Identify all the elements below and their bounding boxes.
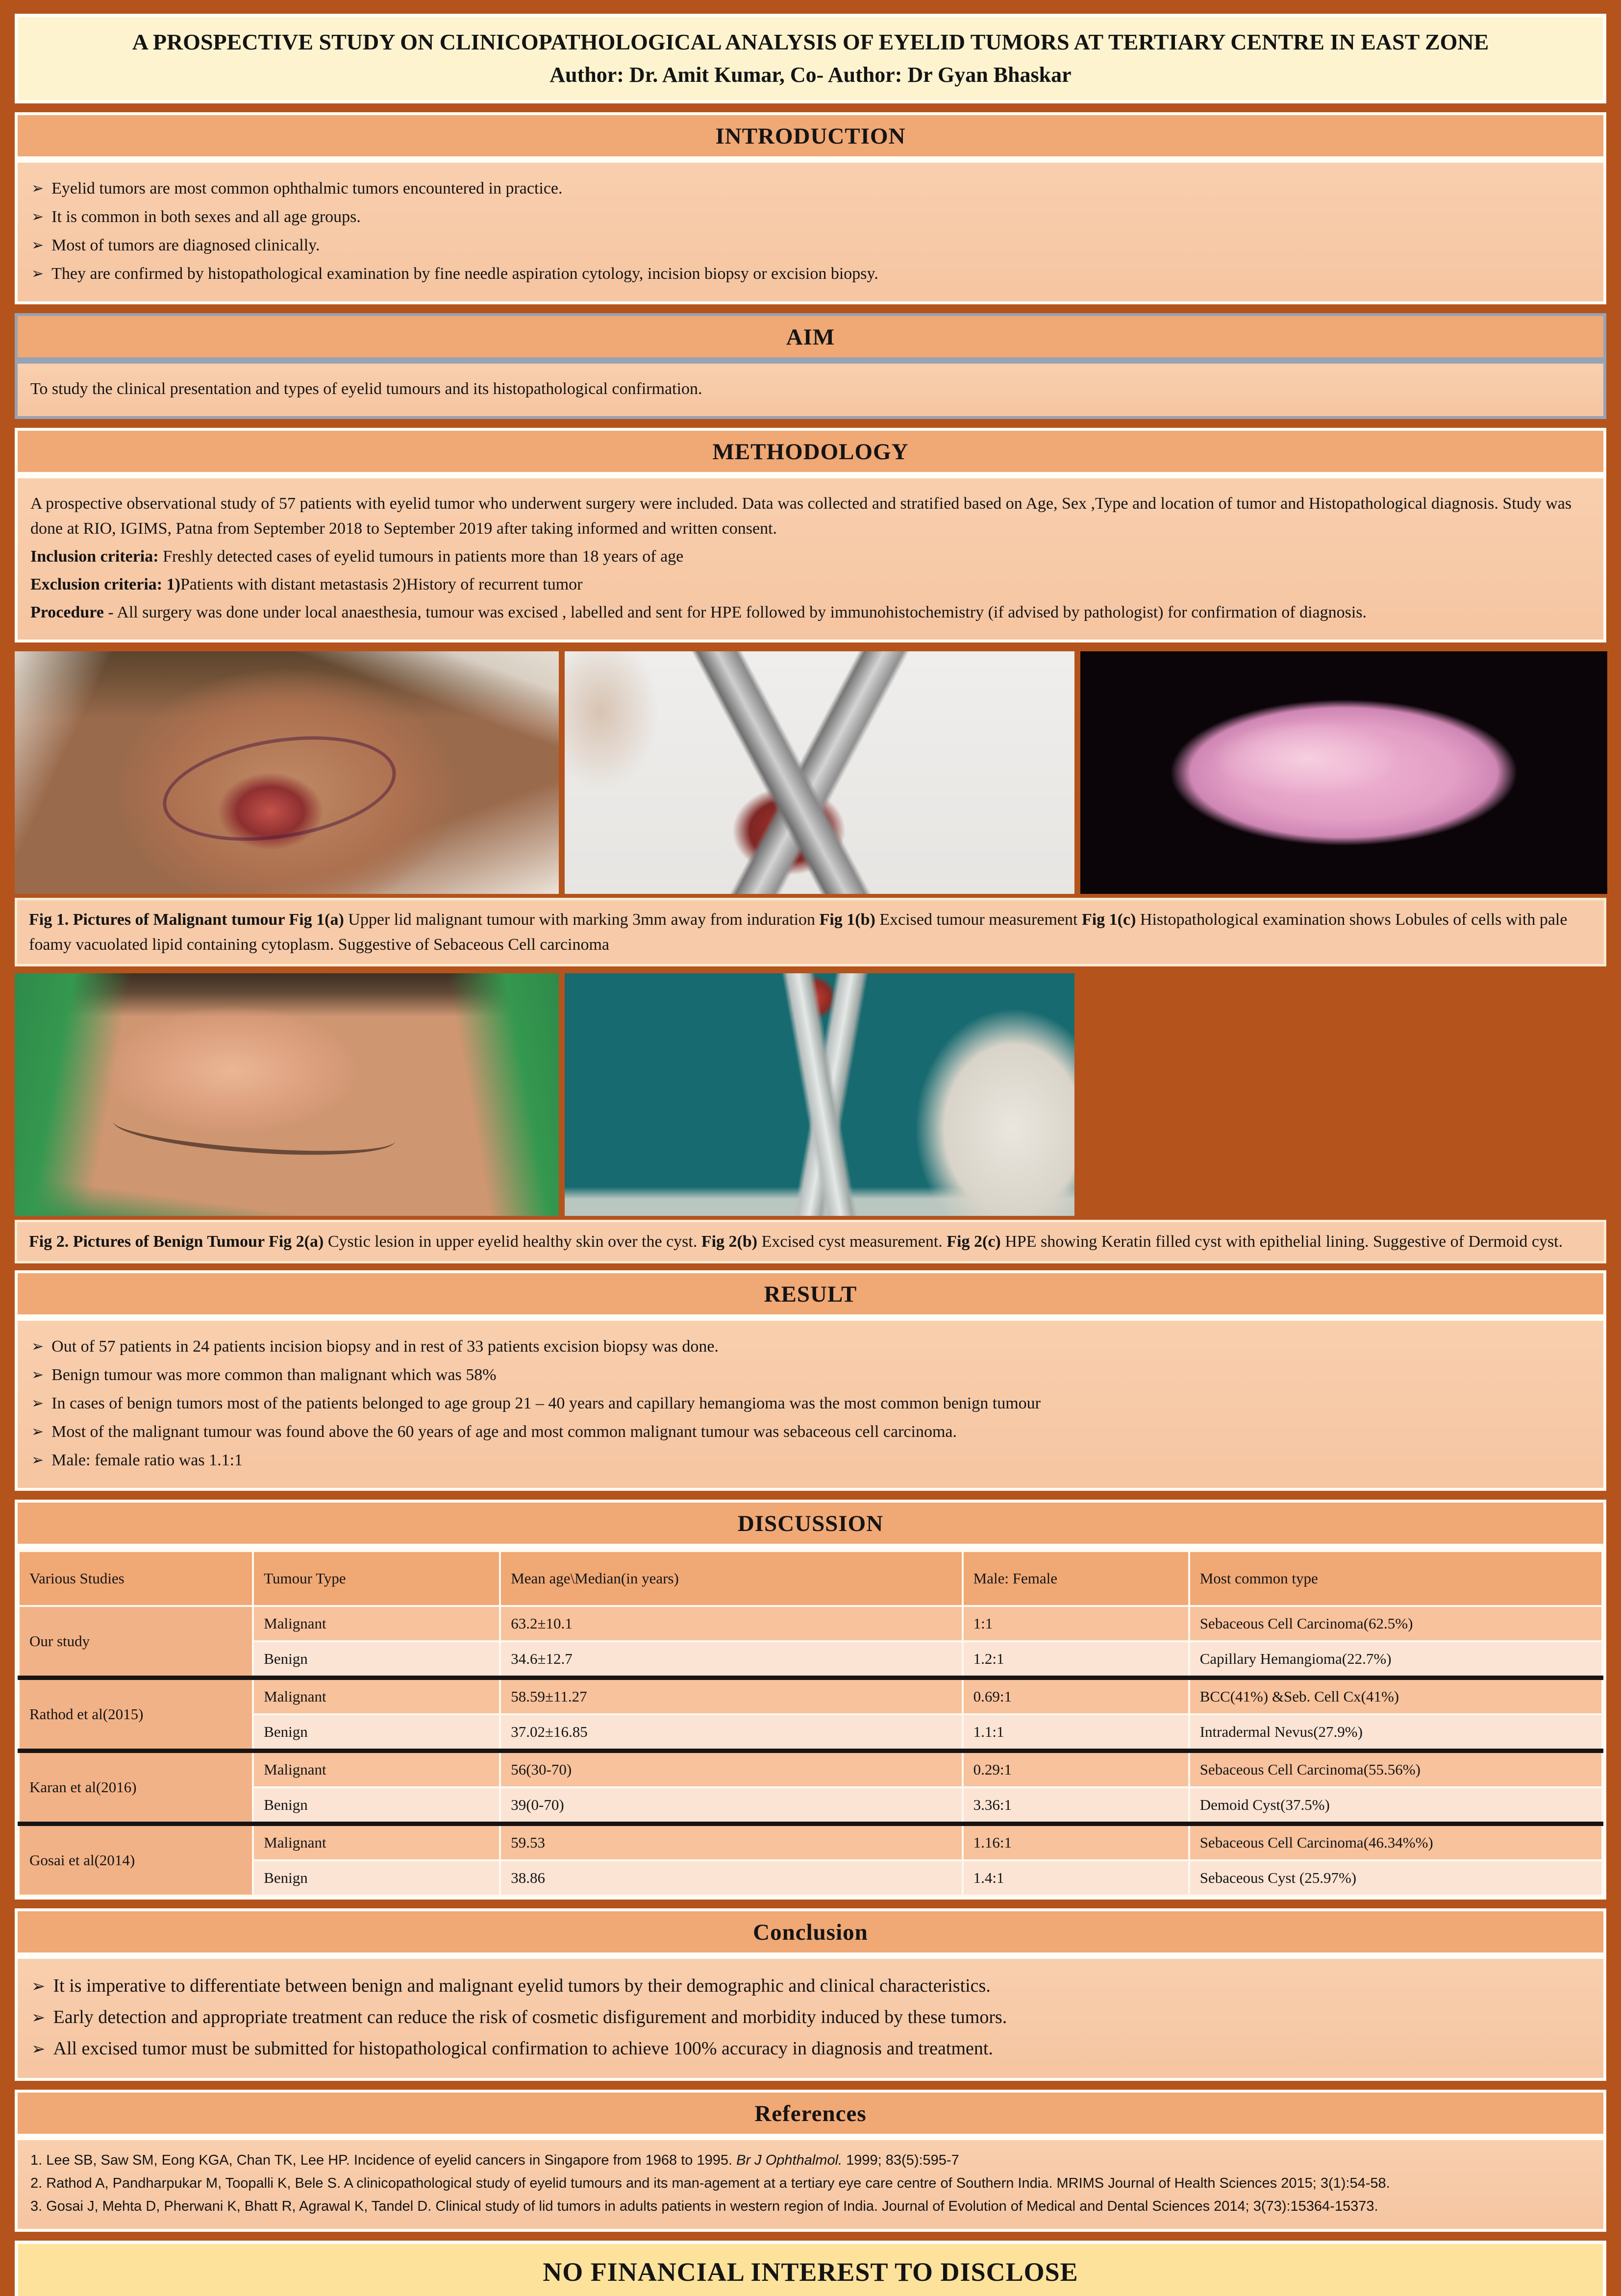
conclusion-heading: Conclusion xyxy=(18,1911,1603,1959)
fig1b-label: Fig 1(b) xyxy=(819,911,875,929)
fig2c-label: Fig 2(c) xyxy=(947,1233,1001,1251)
study-cell: Gosai et al(2014) xyxy=(19,1824,253,1896)
common-type-cell: Demoid Cyst(37.5%) xyxy=(1189,1787,1602,1824)
conclusion-bullet xyxy=(30,2003,1591,2031)
result-bullet xyxy=(30,1419,1591,1444)
fig2-caption-text: Cystic lesion in upper eyelid healthy skin over the cyst. xyxy=(324,1233,701,1251)
table-row xyxy=(19,1606,1602,1641)
col-header-studies: Various Studies xyxy=(19,1551,253,1606)
disclosure-banner xyxy=(15,2241,1606,2296)
procedure-label: Procedure xyxy=(30,603,104,622)
introduction-bullet xyxy=(30,204,1591,229)
reference-item xyxy=(30,2172,1591,2195)
type-cell: Benign xyxy=(253,1860,500,1896)
fig1-photo-row xyxy=(15,651,1606,894)
fig1b-excised-tumour-caliper-photo xyxy=(565,651,1074,894)
table-row xyxy=(19,1860,1602,1896)
ratio-cell: 1.4:1 xyxy=(963,1860,1189,1896)
reference-journal-italic: Br J Ophthalmol. xyxy=(736,2152,843,2169)
ratio-cell: 1.1:1 xyxy=(963,1714,1189,1751)
procedure-text: - All surgery was done under local anaesthesia, tumour was excised , labelled and sent for HPE followed by immunohistochemistry (if advised by pathologist) for confirmation of diagnosis. xyxy=(103,603,1367,622)
reference-text: 1999; 83(5):595-7 xyxy=(842,2152,959,2169)
common-type-cell: Sebaceous Cyst (25.97%) xyxy=(1189,1860,1602,1896)
ratio-cell: 1.16:1 xyxy=(963,1824,1189,1861)
bullet-arrow-icon: ➢ xyxy=(31,1338,44,1356)
reference-item xyxy=(30,2149,1591,2172)
reference-text: 3. Gosai J, Mehta D, Pherwani K, Bhatt R, Agrawal K, Tandel D. Clinical study of lid tumors in adults patients in western region of India. Journal of Evolution of Medical and Dental Sciences 2014; 3(73):15364-15373. xyxy=(30,2198,1378,2215)
bullet-text: Most of the malignant tumour was found above the 60 years of age and most common malignant tumour was sebaceous cell carcinoma. xyxy=(51,1423,957,1441)
inclusion-criteria-line xyxy=(30,544,1591,569)
table-row xyxy=(19,1678,1602,1715)
section-introduction xyxy=(15,112,1606,304)
introduction-bullet xyxy=(30,176,1591,201)
type-cell: Malignant xyxy=(253,1678,500,1715)
result-body xyxy=(18,1321,1603,1488)
bullet-text: Out of 57 patients in 24 patients incision biopsy and in rest of 33 patients excision biopsy was done. xyxy=(51,1337,719,1356)
procedure-line xyxy=(30,600,1591,625)
age-cell: 39(0-70) xyxy=(500,1787,962,1824)
introduction-bullet xyxy=(30,233,1591,258)
age-cell: 38.86 xyxy=(500,1860,962,1896)
methodology-heading: METHODOLOGY xyxy=(18,431,1603,478)
references-heading: References xyxy=(18,2093,1603,2140)
common-type-cell: BCC(41%) &Seb. Cell Cx(41%) xyxy=(1189,1678,1602,1715)
reference-text: 1. Lee SB, Saw SM, Eong KGA, Chan TK, Lee HP. Incidence of eyelid cancers in Singapore from 1968 to 1995. xyxy=(30,2152,737,2169)
inclusion-criteria-label: Inclusion criteria: xyxy=(30,547,159,566)
fig1-caption-text: Upper lid malignant tumour with marking 3mm away from induration xyxy=(344,911,820,929)
fig1c-text: Histopathological examination shows Lobules of cells with pale foamy vacuolated lipid containing cytoplasm. Suggestive of Sebaceous Cell carcinoma xyxy=(29,911,1568,954)
bullet-arrow-icon: ➢ xyxy=(31,1452,44,1469)
fig2b-text: Excised cyst measurement. xyxy=(757,1233,947,1251)
fig1c-label: Fig 1(c) xyxy=(1081,911,1136,929)
poster-title: A PROSPECTIVE STUDY ON CLINICOPATHOLOGICAL ANALYSIS OF EYELID TUMORS AT TERTIARY CENTRE IN EAST ZONE xyxy=(132,29,1489,54)
introduction-heading: INTRODUCTION xyxy=(18,115,1603,163)
fig2a-cystic-lesion-photo xyxy=(15,973,559,1216)
bullet-arrow-icon: ➢ xyxy=(31,2008,46,2028)
table-row xyxy=(19,1714,1602,1751)
fig1a-malignant-tumour-photo xyxy=(15,651,559,894)
study-cell: Rathod et al(2015) xyxy=(19,1678,253,1751)
result-bullet xyxy=(30,1362,1591,1387)
type-cell: Benign xyxy=(253,1787,500,1824)
bullet-arrow-icon: ➢ xyxy=(31,1366,44,1384)
common-type-cell: Capillary Hemangioma(22.7%) xyxy=(1189,1641,1602,1678)
age-cell: 63.2±10.1 xyxy=(500,1606,962,1641)
exclusion-criteria-text: Patients with distant metastasis 2)History of recurrent tumor xyxy=(180,575,583,594)
section-aim xyxy=(15,313,1606,419)
type-cell: Benign xyxy=(253,1641,500,1678)
fig2c-text: HPE showing Keratin filled cyst with epithelial lining. Suggestive of Dermoid cyst. xyxy=(1000,1233,1563,1251)
reference-item xyxy=(30,2195,1591,2218)
bullet-arrow-icon: ➢ xyxy=(31,208,44,226)
discussion-table xyxy=(18,1550,1603,1897)
bullet-arrow-icon: ➢ xyxy=(31,180,44,198)
fig2-photo-row xyxy=(15,973,1606,1216)
references-body xyxy=(18,2140,1603,2229)
common-type-cell: Intradermal Nevus(27.9%) xyxy=(1189,1714,1602,1751)
fig1b-text: Excised tumour measurement xyxy=(875,911,1082,929)
ratio-cell: 1.2:1 xyxy=(963,1641,1189,1678)
fig1c-histopathology-micrograph-photo xyxy=(1080,651,1607,894)
section-conclusion xyxy=(15,1908,1606,2081)
bullet-arrow-icon: ➢ xyxy=(31,1395,44,1412)
result-heading: RESULT xyxy=(18,1273,1603,1321)
bullet-text: They are confirmed by histopathological examination by fine needle aspiration cytology, incision biopsy or excision biopsy. xyxy=(51,265,878,283)
type-cell: Malignant xyxy=(253,1751,500,1788)
fig2b-excised-cyst-caliper-photo xyxy=(565,973,1074,1216)
ratio-cell: 0.69:1 xyxy=(963,1678,1189,1715)
aim-text: To study the clinical presentation and types of eyelid tumours and its histopathological confirmation. xyxy=(30,380,702,398)
aim-body xyxy=(18,364,1603,416)
table-row xyxy=(19,1824,1602,1861)
methodology-body xyxy=(18,478,1603,640)
table-row xyxy=(19,1787,1602,1824)
table-header-row xyxy=(19,1551,1602,1606)
section-discussion xyxy=(15,1500,1606,1900)
bullet-text: It is common in both sexes and all age groups. xyxy=(51,208,361,226)
discussion-heading: DISCUSSION xyxy=(18,1503,1603,1550)
ratio-cell: 0.29:1 xyxy=(963,1751,1189,1788)
result-bullet xyxy=(30,1448,1591,1473)
bullet-text: Early detection and appropriate treatment can reduce the risk of cosmetic disfigurement and morbidity induced by these tumors. xyxy=(53,2007,1007,2028)
fig2-caption-label: Fig 2. Pictures of Benign Tumour Fig 2(a) xyxy=(29,1233,324,1251)
result-bullet xyxy=(30,1391,1591,1416)
ratio-cell: 3.36:1 xyxy=(963,1787,1189,1824)
exclusion-criteria-label: Exclusion criteria: 1) xyxy=(30,575,180,594)
introduction-bullet xyxy=(30,261,1591,286)
age-cell: 56(30-70) xyxy=(500,1751,962,1788)
common-type-cell: Sebaceous Cell Carcinoma(62.5%) xyxy=(1189,1606,1602,1641)
fig1-caption-label: Fig 1. Pictures of Malignant tumour Fig 1(a) xyxy=(29,911,344,929)
bullet-arrow-icon: ➢ xyxy=(31,1976,46,1997)
title-box xyxy=(15,14,1606,103)
methodology-paragraph xyxy=(30,491,1591,541)
study-cell: Our study xyxy=(19,1606,253,1678)
bullet-text: Benign tumour was more common than malignant which was 58% xyxy=(51,1366,497,1384)
bullet-text: In cases of benign tumors most of the patients belonged to age group 21 – 40 years and capillary hemangioma was the most common benign tumour xyxy=(51,1394,1041,1413)
col-header-mean-age: Mean age\Median(in years) xyxy=(500,1551,962,1606)
section-result xyxy=(15,1270,1606,1491)
table-row xyxy=(19,1641,1602,1678)
common-type-cell: Sebaceous Cell Carcinoma(46.34%%) xyxy=(1189,1824,1602,1861)
common-type-cell: Sebaceous Cell Carcinoma(55.56%) xyxy=(1189,1751,1602,1788)
poster-authors: Author: Dr. Amit Kumar, Co- Author: Dr Gyan Bhaskar xyxy=(549,63,1072,87)
bullet-arrow-icon: ➢ xyxy=(31,2039,46,2059)
disclosure-text: NO FINANCIAL INTEREST TO DISCLOSE xyxy=(543,2257,1078,2287)
exclusion-criteria-line xyxy=(30,572,1591,597)
bullet-text: Eyelid tumors are most common ophthalmic tumors encountered in practice. xyxy=(51,179,563,198)
aim-heading: AIM xyxy=(18,316,1603,364)
bullet-text: All excised tumor must be submitted for histopathological confirmation to achieve 100% accuracy in diagnosis and treatment. xyxy=(53,2038,993,2059)
ratio-cell: 1:1 xyxy=(963,1606,1189,1641)
introduction-body xyxy=(18,163,1603,301)
col-header-male-female: Male: Female xyxy=(963,1551,1189,1606)
fig2b-label: Fig 2(b) xyxy=(701,1233,758,1251)
result-bullet xyxy=(30,1334,1591,1359)
col-header-tumour-type: Tumour Type xyxy=(253,1551,500,1606)
reference-text: 2. Rathod A, Pandharpukar M, Toopalli K, Bele S. A clinicopathological study of eyelid tumours and its man-agement at a tertiary eye care centre of Southern India. MRIMS Journal of Health Sciences 2015; 3(1):54-58. xyxy=(30,2175,1390,2192)
type-cell: Malignant xyxy=(253,1606,500,1641)
methodology-paragraph-text: A prospective observational study of 57 patients with eyelid tumor who underwent surgery were included. Data was collected and stratified based on Age, Sex ,Type and location of tumor and Histopathological diagnosis. Study was done at RIO, IGIMS, Patna from September 2018 to September 2019 after taking informed and written consent. xyxy=(30,494,1572,538)
bullet-arrow-icon: ➢ xyxy=(31,265,44,283)
bullet-arrow-icon: ➢ xyxy=(31,1423,44,1441)
section-methodology xyxy=(15,428,1606,642)
fig2-caption xyxy=(15,1220,1606,1263)
age-cell: 58.59±11.27 xyxy=(500,1678,962,1715)
age-cell: 37.02±16.85 xyxy=(500,1714,962,1751)
fig1-caption xyxy=(15,898,1606,966)
inclusion-criteria-text: Freshly detected cases of eyelid tumours in patients more than 18 years of age xyxy=(158,547,684,566)
conclusion-bullet xyxy=(30,1972,1591,2000)
type-cell: Malignant xyxy=(253,1824,500,1861)
study-cell: Karan et al(2016) xyxy=(19,1751,253,1824)
bullet-arrow-icon: ➢ xyxy=(31,237,44,254)
conclusion-bullet xyxy=(30,2035,1591,2063)
age-cell: 59.53 xyxy=(500,1824,962,1861)
type-cell: Benign xyxy=(253,1714,500,1751)
bullet-text: Male: female ratio was 1.1:1 xyxy=(51,1451,243,1470)
discussion-table-wrap xyxy=(18,1550,1603,1897)
table-row xyxy=(19,1751,1602,1788)
bullet-text: It is imperative to differentiate between benign and malignant eyelid tumors by their demographic and clinical characteristics. xyxy=(53,1975,991,1997)
age-cell: 34.6±12.7 xyxy=(500,1641,962,1678)
bullet-text: Most of tumors are diagnosed clinically. xyxy=(51,236,320,255)
col-header-most-common: Most common type xyxy=(1189,1551,1602,1606)
conclusion-body xyxy=(18,1959,1603,2078)
section-references xyxy=(15,2090,1606,2232)
fig2c-histopathology-micrograph-photo xyxy=(1080,973,1607,1216)
